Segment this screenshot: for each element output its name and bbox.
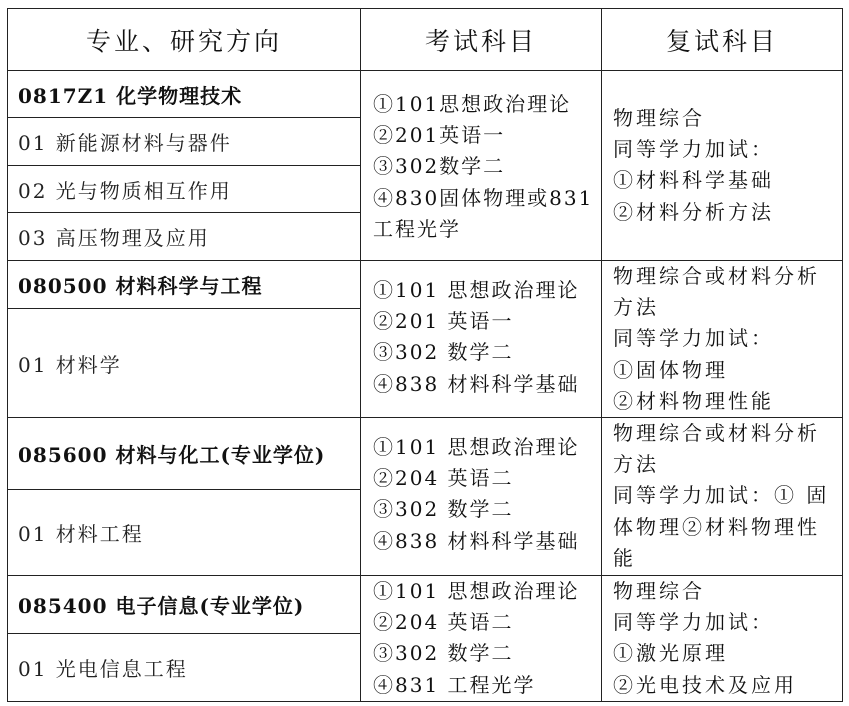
admissions-table [7, 8, 843, 702]
program-3-major: 085600 材料与化工(专业学位) [7, 418, 361, 490]
header-retest: 复试科目 [602, 8, 843, 71]
retest-line: ②材料物理性能 [613, 388, 774, 413]
header-major: 专业、研究方向 [7, 8, 361, 71]
program-2-exam-subjects [361, 261, 602, 418]
program-3-exam-subjects [361, 418, 602, 576]
retest-line: 体物理②材料物理性 [613, 514, 820, 539]
retest-line: 物理综合或材料分析 [613, 421, 820, 445]
exam-line: ②204 英语二 [373, 466, 514, 491]
program-4-direction-1: 01 光电信息工程 [7, 634, 361, 702]
exam-line: ①101 思想政治理论 [373, 435, 580, 459]
program-1-retest-subjects [602, 71, 843, 261]
exam-line: ②204 英语二 [373, 610, 514, 635]
program-4-exam-subjects [361, 576, 602, 702]
program-4-major: 085400 电子信息(专业学位) [7, 576, 361, 634]
exam-line: ③302 数学二 [373, 340, 514, 365]
retest-line: 同等学力加试： [613, 610, 774, 635]
retest-line: ①激光原理 [613, 641, 728, 666]
retest-line: 物理综合或材料分析 [613, 264, 820, 288]
retest-line: ①固体物理 [613, 357, 728, 382]
program-3-direction-1: 01 材料工程 [7, 490, 361, 576]
exam-line: 工程光学 [373, 216, 461, 241]
exam-line: ①101 思想政治理论 [373, 278, 580, 302]
retest-line: ①材料科学基础 [613, 168, 774, 193]
exam-line: ④838 材料科学基础 [373, 371, 580, 396]
exam-line: ①101思想政治理论 [373, 92, 572, 116]
retest-line: 方法 [613, 452, 659, 477]
program-4-retest-subjects [602, 576, 843, 702]
program-2-direction-1: 01 材料学 [7, 309, 361, 418]
exam-line: ②201英语一 [373, 123, 506, 148]
program-1-major: 0817Z1 化学物理技术 [7, 71, 361, 118]
exam-line: ③302数学二 [373, 154, 506, 179]
program-1-direction-2: 02 光与物质相互作用 [7, 166, 361, 213]
program-1-exam-subjects [361, 71, 602, 261]
program-2-retest-subjects [602, 261, 843, 418]
retest-line: 同等学力加试： [613, 137, 774, 162]
retest-line: ②光电技术及应用 [613, 672, 797, 697]
header-exam: 考试科目 [361, 8, 602, 71]
program-1-direction-3: 03 高压物理及应用 [7, 213, 361, 261]
exam-line: ④831 工程光学 [373, 672, 536, 697]
retest-line: 方法 [613, 295, 659, 320]
retest-line: 同等学力加试： [613, 326, 774, 351]
retest-line: 同等学力加试：① 固 [613, 483, 830, 508]
program-3-retest-subjects [602, 418, 843, 576]
retest-line: 能 [613, 545, 636, 570]
retest-line: ②材料分析方法 [613, 199, 774, 224]
program-2-major: 080500 材料科学与工程 [7, 261, 361, 309]
exam-line: ④838 材料科学基础 [373, 528, 580, 553]
exam-line: ③302 数学二 [373, 497, 514, 522]
program-1-direction-1: 01 新能源材料与器件 [7, 118, 361, 166]
exam-line: ③302 数学二 [373, 641, 514, 666]
retest-line: 物理综合 [613, 579, 705, 603]
exam-line: ①101 思想政治理论 [373, 579, 580, 603]
exam-line: ④830固体物理或831 [373, 185, 594, 210]
retest-line: 物理综合 [613, 106, 705, 130]
exam-line: ②201 英语一 [373, 309, 514, 334]
